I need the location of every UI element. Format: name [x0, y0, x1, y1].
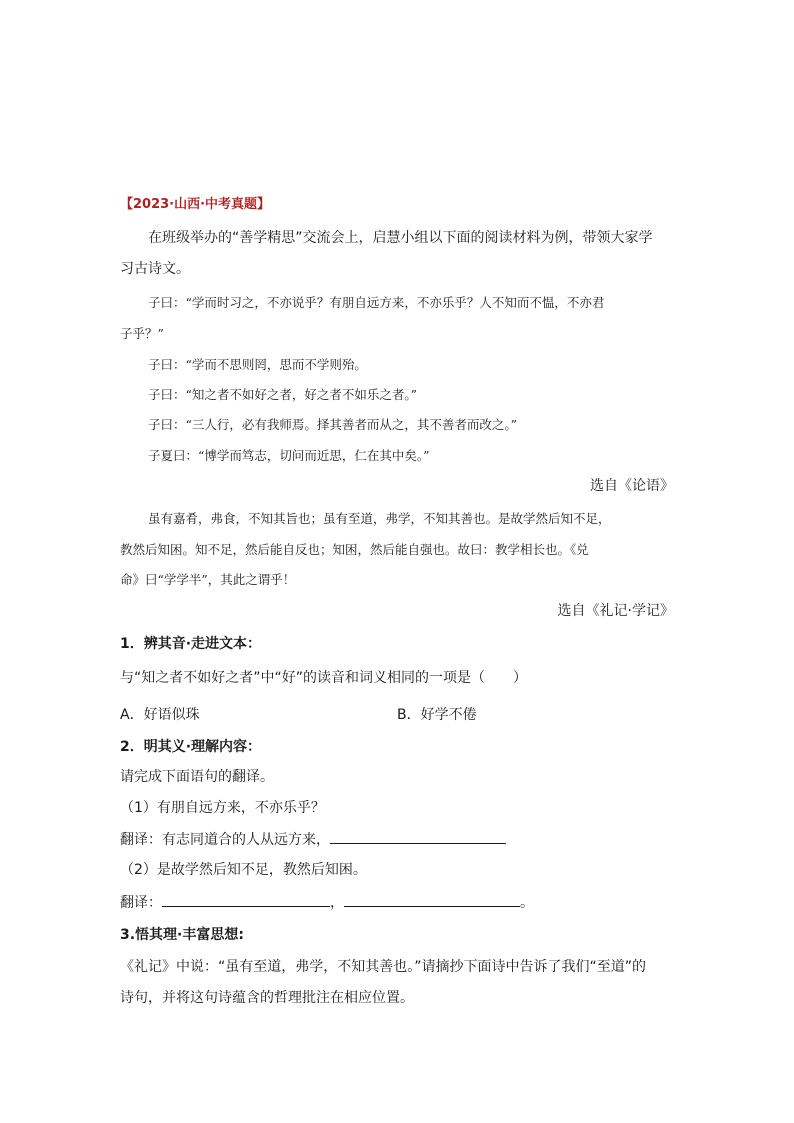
- section-1-options: [120, 705, 680, 725]
- comma-separator: ，: [330, 895, 344, 911]
- section-3-line-2: 诗句，并将这句诗蕴含的哲理批注在相应位置。: [120, 990, 414, 1006]
- exam-source-tag: 【2023·山西·中考真题】: [120, 197, 271, 212]
- liji-source: 选自《礼记·学记》: [557, 603, 674, 619]
- liji-passage-line-3: 命》曰“学学半”，其此之谓乎！: [120, 572, 296, 587]
- section-2-title: 2．明其义·理解内容：: [120, 739, 262, 755]
- liji-passage-line-1: 虽有嘉肴，弗食，不知其旨也；虽有至道，弗学，不知其善也。是故学然后知不足，: [148, 511, 611, 526]
- period-mark: 。: [520, 895, 534, 911]
- translation-answer-1: [120, 829, 506, 850]
- lunyu-quote-4: 子曰：“三人行，必有我师焉。择其善者而从之，其不善者而改之。”: [148, 417, 518, 432]
- answer-blank-1[interactable]: [330, 829, 506, 844]
- section-1-title: 1．辨其音·走进文本：: [120, 636, 262, 652]
- translation-answer-2: [120, 892, 534, 913]
- translation-answer-1-prefix: 翻译：有志同道合的人从远方来，: [120, 832, 330, 848]
- lunyu-quote-5: 子夏曰：“博学而笃志，切问而近思，仁在其中矣。”: [148, 448, 430, 463]
- lunyu-source: 选自《论语》: [590, 478, 674, 494]
- intro-line-2: 习古诗文。: [120, 261, 190, 277]
- option-b[interactable]: B．好学不倦: [397, 707, 477, 723]
- option-a[interactable]: A．好语似珠: [120, 707, 200, 723]
- intro-line-1: 在班级举办的“善学精思”交流会上，启慧小组以下面的阅读材料为例，带领大家学: [148, 230, 653, 246]
- section-3-line-1: 《礼记》中说：“虽有至道，弗学，不知其善也。”请摘抄下面诗中告诉了我们“至道”的: [120, 959, 647, 975]
- answer-blank-2[interactable]: [162, 892, 330, 907]
- lunyu-quote-1-line-1: 子曰：“学而时习之，不亦说乎？有朋自远方来，不亦乐乎？人不知而不愠，不亦君: [148, 295, 605, 310]
- section-2-instruction: 请完成下面语句的翻译。: [120, 769, 274, 785]
- translation-item-1: （1）有朋自远方来，不亦乐乎？: [120, 800, 325, 816]
- lunyu-quote-2: 子曰：“学而不思则罔，思而不学则殆。: [148, 357, 367, 372]
- liji-passage-line-2: 教然后知困。知不足，然后能自反也；知困，然后能自强也。故曰：教学相长也。《兑: [120, 542, 589, 557]
- section-1-question: 与“知之者不如好之者”中“好”的读音和词义相同的一项是（ ）: [120, 670, 528, 686]
- lunyu-quote-3: 子曰：“知之者不如好之者，好之者不如乐之者。”: [148, 387, 418, 402]
- section-3-title: 3.悟其理·丰富思想:: [120, 927, 244, 943]
- translation-item-2: （2）是故学然后知不足，教然后知困。: [120, 862, 367, 878]
- lunyu-quote-1-line-2: 子乎？”: [120, 326, 164, 341]
- translation-answer-2-prefix: 翻译：: [120, 895, 162, 911]
- answer-blank-3[interactable]: [344, 892, 520, 907]
